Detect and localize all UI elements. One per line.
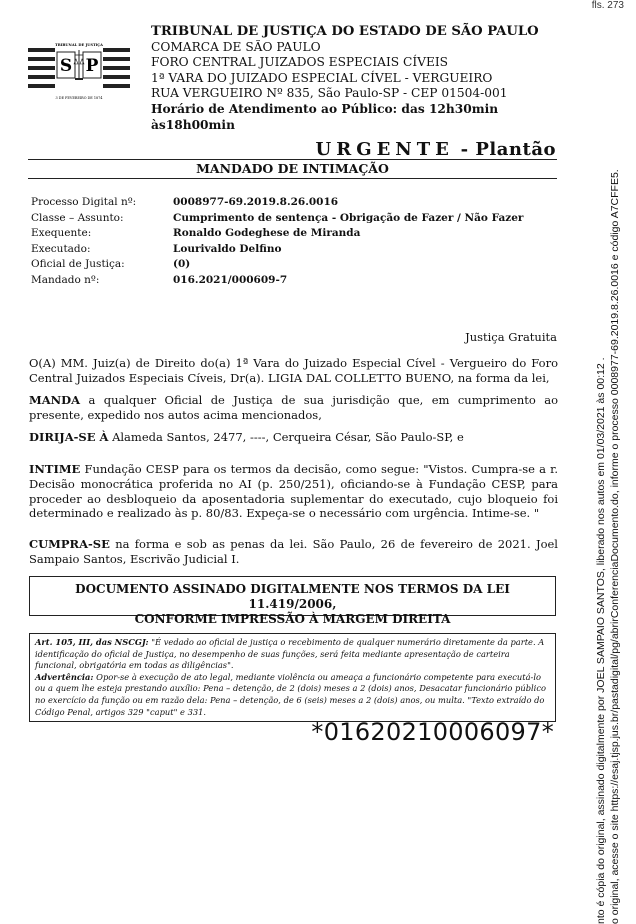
side-line-1: nto é cópia do original, assinado digitalmente por JOEL SAMPAIO SANTOS, liberado nos autos em 01/03/2021 às 00:12 . (595, 357, 607, 924)
paragraph-intime (29, 462, 558, 521)
process-row (31, 226, 523, 242)
article-notice (35, 637, 550, 672)
digital-signature-box (29, 576, 556, 626)
signature-line-1: DOCUMENTO ASSINADO DIGITALMENTE NOS TERMOS DA LEI 11.419/2006, (75, 582, 510, 611)
dirija-text: Alameda Santos, 2477, ----, Cerqueira César, São Paulo-SP, e (108, 430, 464, 444)
paragraph-cumpra (29, 537, 558, 567)
process-label: Oficial de Justiça: (31, 258, 125, 270)
paragraph-manda (29, 393, 558, 423)
process-row (31, 257, 523, 273)
plantao-word: - Plantão (460, 139, 556, 160)
intime-keyword: INTIME (29, 462, 81, 476)
process-value: 016.2021/000609-7 (173, 273, 288, 286)
process-value: Ronaldo Godeghese de Miranda (173, 227, 361, 239)
justica-gratuita: Justiça Gratuita (465, 330, 557, 344)
article-text: "É vedado ao oficial de justiça o recebimento de qualquer numerário diretamente da parte. A identificação do oficial de Justiça, no desempenho de suas funções, será feita mediante apresentação de carteira funcional, obrigatória em todas as diligências". (35, 637, 545, 671)
foro: FORO CENTRAL JUIZADOS ESPECIAIS CÍVEIS (151, 55, 448, 70)
dirija-keyword: DIRIJA-SE À (29, 430, 109, 444)
legal-notice-box (29, 633, 556, 722)
process-value: (0) (173, 258, 191, 270)
process-value: Lourivaldo Delfino (173, 242, 282, 255)
warning-text: Opor-se à execução de ato legal, mediante violência ou ameaça a funcionário competente para executá-lo ou a quem lhe esteja prestando auxílio: Pena – detenção, de 2 (dois) meses a 2 (dois) anos, Desacatar funcionário público no exercício da função ou em razão dela: Pena – detenção, de 6 (seis) meses a 2 (dois) anos, ou multa. "Texto extraído do Código Penal, artigos 329 "caput" e 331. (35, 671, 546, 717)
side-margin-verification (594, 124, 622, 924)
address: RUA VERGUEIRO Nº 835, São Paulo-SP - CEP 01504-001 (151, 86, 508, 101)
process-label: Processo Digital nº: (31, 196, 137, 208)
svg-text:3 DE FEVEREIRO DE 1874: 3 DE FEVEREIRO DE 1874 (55, 96, 103, 100)
court-name: TRIBUNAL DE JUSTIÇA DO ESTADO DE SÃO PAULO (151, 24, 539, 39)
court-header (151, 24, 571, 133)
urgent-word: URGENTE (315, 139, 454, 160)
process-row (31, 273, 523, 289)
process-details (31, 195, 523, 288)
page-number: fls. 273 (591, 0, 624, 11)
process-value: 0008977-69.2019.8.26.0016 (173, 196, 339, 208)
process-label: Classe – Assunto: (31, 211, 124, 224)
paragraph-judge: O(A) MM. Juiz(a) de Direito do(a) 1ª Vara do Juizado Especial Cível - Vergueiro do Foro Central Juizados Especiais Cíveis, Dr(a). LIGIA DAL COLLETTO BUENO, na forma da lei, (29, 356, 558, 385)
side-line-2: o original, acesse o site https://esaj.tjsp.jus.br/pastadigital/pg/abrirConferenciaDocumento.do, informe o processo 0008977-69.2019.8.26.0016 e código A7CFFE5. (609, 169, 621, 924)
court-seal-logo (28, 40, 130, 102)
office-hours: Horário de Atendimento ao Público: das 12h30min às18h00min (151, 101, 499, 132)
seal-letter-p: P (85, 56, 99, 76)
cumpra-keyword: CUMPRA-SE (29, 537, 110, 551)
article-label: Art. 105, III, das NSCGJ: (35, 637, 149, 647)
vara: 1ª VARA DO JUIZADO ESPECIAL CÍVEL - VERGUEIRO (151, 70, 493, 85)
process-value: Cumprimento de sentença - Obrigação de Fazer / Não Fazer (173, 211, 524, 224)
signature-line-2: CONFORME IMPRESSÃO À MARGEM DIREITA (134, 612, 451, 626)
cumpra-text: na forma e sob as penas da lei. São Paulo, 26 de fevereiro de 2021. Joel Sampaio Santos, Escrivão Judicial I. (29, 537, 558, 566)
manda-keyword: MANDA (29, 393, 81, 407)
process-label: Executado: (31, 242, 91, 255)
seal-letter-s: S (59, 56, 73, 76)
document-title: MANDADO DE INTIMAÇÃO (28, 159, 557, 179)
manda-text: a qualquer Oficial de Justiça de sua jurisdição que, em cumprimento ao presente, expedido nos autos acima mencionados, (29, 393, 558, 422)
process-row (31, 211, 523, 227)
process-row (31, 242, 523, 258)
svg-text:TRIBUNAL DE JUSTIÇA: TRIBUNAL DE JUSTIÇA (55, 43, 103, 47)
warning-label: Advertência: (35, 671, 94, 682)
process-row (31, 195, 523, 211)
process-label: Mandado nº: (31, 273, 100, 286)
urgent-label (316, 139, 556, 160)
process-label: Exequente: (31, 227, 92, 239)
warning-notice (35, 672, 550, 718)
intime-text: Fundação CESP para os termos da decisão, como segue: "Vistos. Cumpra-se a r. Decisão monocrática proferida no AI (p. 250/251), oficiando-se à Fundação CESP, para proceder ao desbloqueio da aposentadoria suplementar do executado, cujo bloqueio foi determinado e realizado às p. 80/83. Expeça-se o necessário com urgência. Intime-se. " (29, 462, 558, 521)
comarca: COMARCA DE SÃO PAULO (151, 39, 321, 54)
paragraph-dirija (29, 430, 558, 445)
barcode-text: *01620210006097* (311, 718, 554, 746)
